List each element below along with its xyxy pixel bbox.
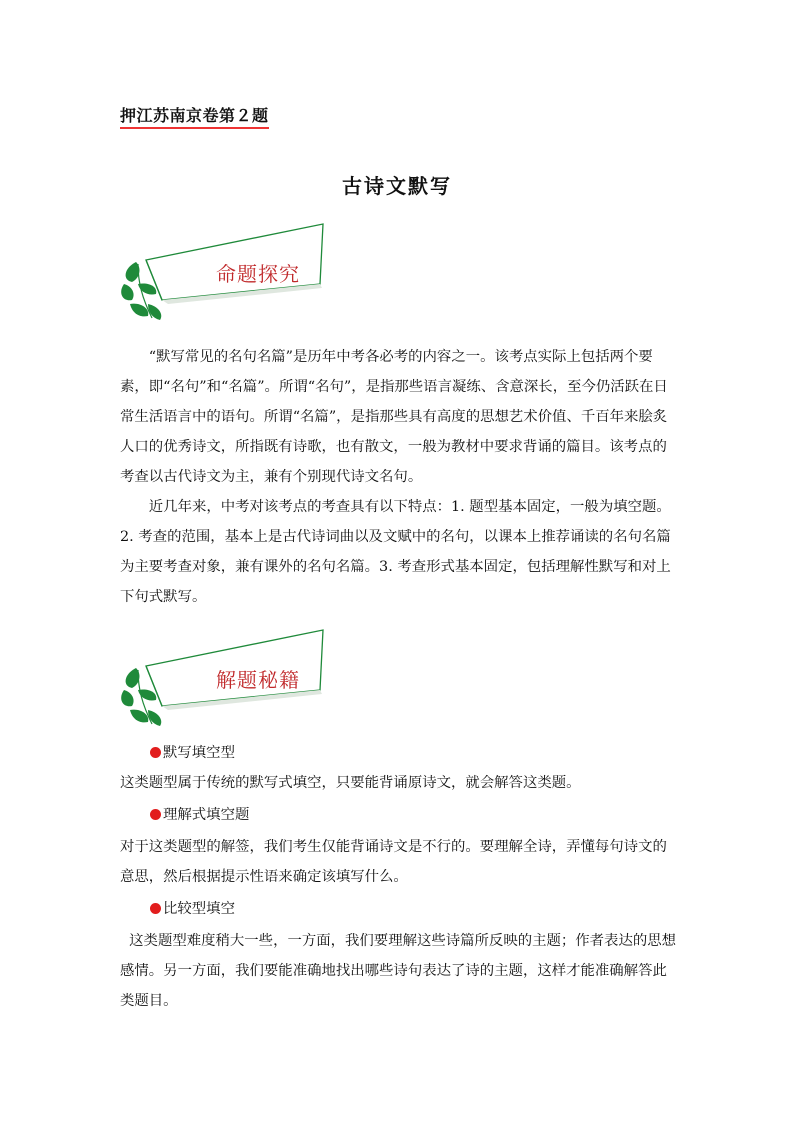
- red-bullet-icon: [150, 747, 161, 758]
- red-bullet-icon: [150, 809, 161, 820]
- bullet-body: 这类题型难度稍大一些，一方面，我们要理解这些诗篇所反映的主题；作者表达的思想感情。另一方面，我们要能准确地找出哪些诗句表达了诗的主题，这样才能准确解答此类题目。: [120, 933, 677, 1009]
- banner-label: 解题秘籍: [216, 668, 300, 692]
- red-bullet-icon: [150, 903, 161, 914]
- intro-text: [120, 342, 680, 612]
- page-label: 押江苏南京卷第２题: [120, 103, 269, 129]
- bullet-heading: 理解式填空题: [150, 800, 249, 830]
- banner-label: 命题探究: [216, 262, 300, 286]
- section-banner-2: [118, 628, 338, 728]
- section-banner-1: [118, 222, 338, 322]
- bullet-heading: 默写填空型: [150, 738, 235, 768]
- bullet-body: 这类题型属于传统的默写式填空，只要能背诵原诗文，就会解答这类题。: [120, 775, 581, 791]
- bullet-body: 对于这类题型的解签，我们考生仅能背诵诗文是不行的。要理解全诗，弄懂每句诗文的意思，然后根据提示性语来确定该填写什么。: [120, 839, 667, 885]
- paragraph: 近几年来，中考对该考点的考查具有以下特点：1. 题型基本固定，一般为填空题。2. 考查的范围，基本上是古代诗词曲以及文赋中的名句，以课本上推荐诵读的名句名篇为主要考查对象，兼有课外的名句名篇。3. 考查形式基本固定，包括理解性默写和对上下句式默写。: [120, 499, 671, 605]
- document-title: 古诗文默写: [342, 174, 452, 198]
- paragraph: “默写常见的名句名篇”是历年中考各必考的内容之一。该考点实际上包括两个要素，即“名句”和“名篇”。所谓“名句”，是指那些语言凝练、含意深长，至今仍活跃在日常生活语言中的语句。所谓“名篇”，是指那些具有高度的思想艺术价值、千百年来脍炙人口的优秀诗文，所指既有诗歌，也有散文，一般为教材中要求背诵的篇目。该考点的考查以古代诗文为主，兼有个别现代诗文名句。: [120, 349, 668, 485]
- bullet-heading: 比较型填空: [150, 894, 235, 924]
